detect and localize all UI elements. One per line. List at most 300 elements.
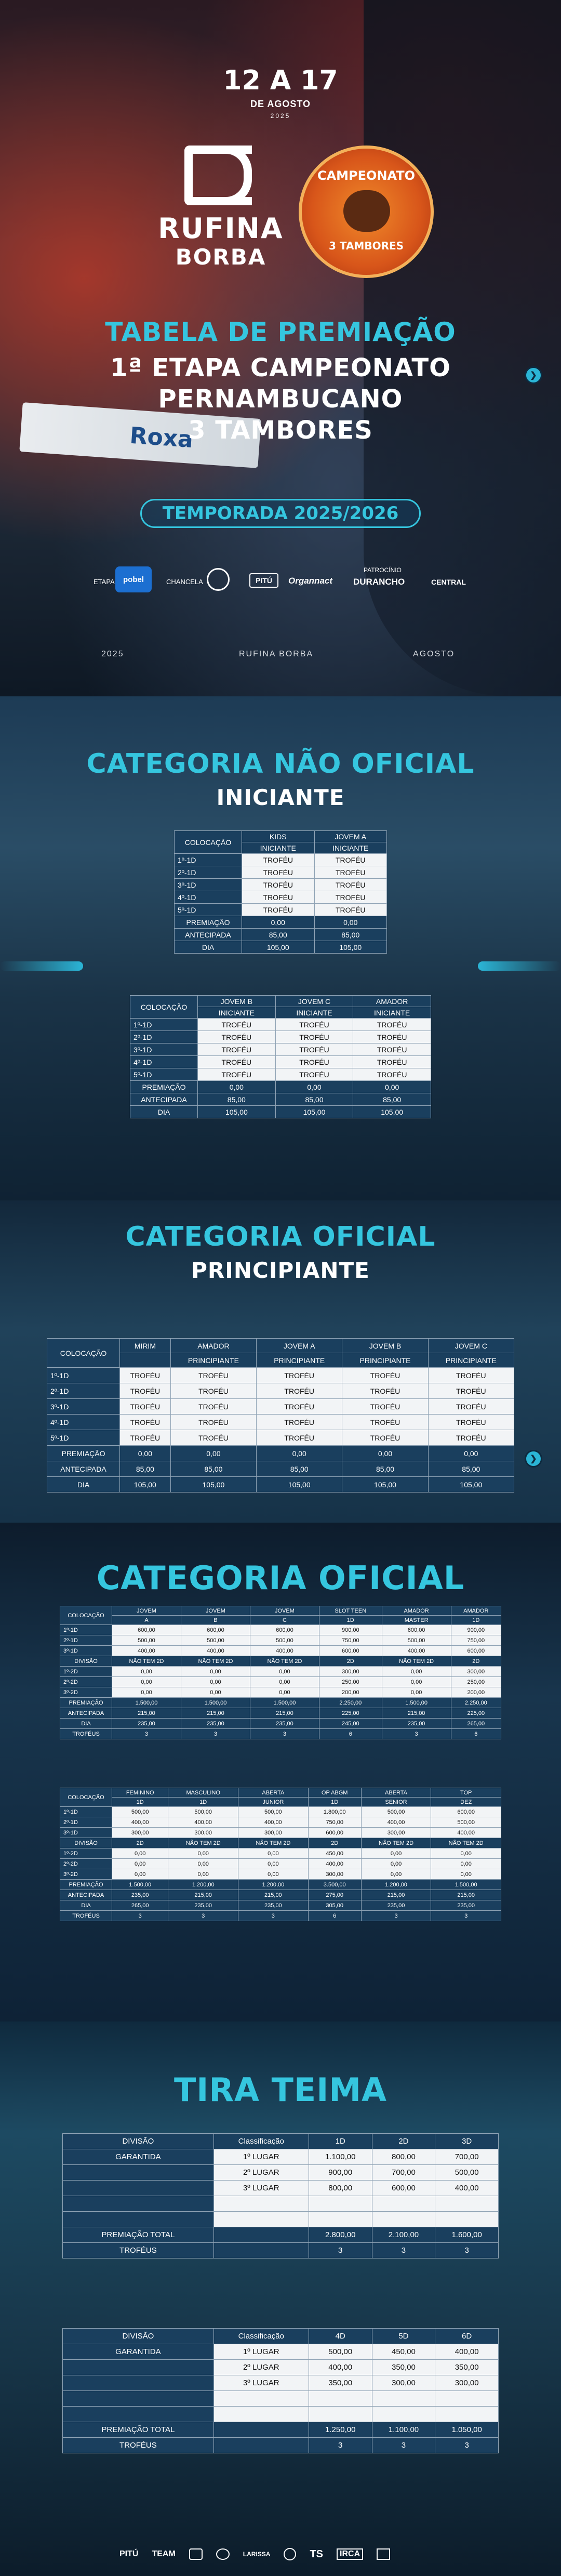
table-cell: 400,00 [435, 2344, 499, 2360]
table-cell: 0,00 [250, 1667, 319, 1677]
header-subcategory: PRINCIPIANTE [342, 1353, 428, 1368]
table-cell: 300,00 [238, 1828, 309, 1838]
table-cell: 85,00 [342, 1461, 428, 1477]
sponsor-central: CENTRAL [431, 578, 466, 586]
table-cell: 0,00 [428, 1446, 514, 1461]
row-label: PREMIAÇÃO [130, 1081, 198, 1093]
table-cell: 6 [451, 1729, 501, 1739]
header-subcategory: 1D [168, 1798, 238, 1807]
table-cell: 700,00 [372, 2165, 435, 2181]
header-colocacao: COLOCAÇÃO [175, 831, 242, 854]
table-cell: TROFÉU [120, 1399, 171, 1415]
table-cell: 600,00 [308, 1828, 361, 1838]
table-cell: 0,00 [257, 1446, 342, 1461]
table-cell: 3 [382, 1729, 451, 1739]
table-cell: 105,00 [242, 941, 315, 954]
table-cell: 215,00 [181, 1708, 250, 1719]
table-cell: 400,00 [382, 1646, 451, 1656]
table-cell: 1º LUGAR [213, 2149, 309, 2165]
row-label: DIA [47, 1477, 120, 1492]
table-cell: 1.200,00 [168, 1880, 238, 1890]
table-cell: 1.500,00 [181, 1698, 250, 1708]
table-cell: NÃO TEM 2D [238, 1838, 309, 1848]
table-cell: 0,00 [168, 1869, 238, 1880]
event-month: DE AGOSTO [250, 99, 311, 109]
table-cell: 235,00 [238, 1900, 309, 1911]
table-cell: 235,00 [168, 1900, 238, 1911]
table-cell: 400,00 [238, 1817, 309, 1828]
section-tira-teima [0, 2022, 561, 2576]
table-cell: 600,00 [112, 1625, 181, 1635]
table-cell [213, 2391, 309, 2407]
table-cell: 300,00 [372, 2375, 435, 2391]
header-subcategory: 1D [451, 1616, 501, 1625]
header-subcategory: 1D [319, 1616, 382, 1625]
table-cell: 2º LUGAR [213, 2165, 309, 2181]
s1-title: CATEGORIA NÃO OFICIAL [86, 748, 475, 780]
table-cell: TROFÉU [170, 1399, 256, 1415]
header-category: OP ABGM [308, 1788, 361, 1798]
hero-section [0, 0, 561, 696]
table-cell: 300,00 [319, 1667, 382, 1677]
table-cell: 225,00 [451, 1708, 501, 1719]
row-label: 2º-1D [47, 1383, 120, 1399]
table-cell: TROFÉU [198, 1043, 276, 1056]
table-cell: 275,00 [308, 1890, 361, 1900]
s1-table-kids-jovema [174, 830, 387, 954]
division-cell: GARANTIDA [63, 2149, 214, 2165]
table-cell: TROFÉU [198, 1031, 276, 1043]
footer-year: 2025 [101, 650, 124, 658]
table-cell: 300,00 [112, 1828, 168, 1838]
table-cell: 6 [319, 1729, 382, 1739]
table-cell: 265,00 [451, 1719, 501, 1729]
chevron-right-icon: ❯ [530, 371, 537, 380]
table-cell: TROFÉU [242, 904, 315, 916]
header-category: JOVEM A [314, 831, 387, 842]
footer-sponsor-8: IRCA [337, 2548, 363, 2560]
table-cell: 0,00 [382, 1687, 451, 1698]
footer-sponsors [119, 2546, 447, 2562]
table-cell [309, 2196, 372, 2212]
table-cell: 2.100,00 [372, 2227, 435, 2243]
table-cell: 350,00 [309, 2375, 372, 2391]
header-category: AMADOR [451, 1606, 501, 1616]
header-category: FEMININO [112, 1788, 168, 1798]
table-cell: 235,00 [112, 1890, 168, 1900]
table-cell: NÃO TEM 2D [181, 1656, 250, 1667]
table-cell: 500,00 [181, 1635, 250, 1646]
header-subcategory: INICIANTE [198, 1007, 276, 1019]
header-subcategory: 1D [308, 1798, 361, 1807]
row-label: 2º-1D [60, 1635, 112, 1646]
table-cell: 3º LUGAR [213, 2375, 309, 2391]
table-cell: 600,00 [372, 2181, 435, 2196]
table-cell: 250,00 [451, 1677, 501, 1687]
table-cell: 3 [372, 2438, 435, 2453]
header-subcategory: MASTER [382, 1616, 451, 1625]
table-cell: TROFÉU [428, 1415, 514, 1430]
row-label: TROFÉUS [63, 2243, 214, 2258]
table-cell: 3 [250, 1729, 319, 1739]
row-label: 1º-1D [175, 854, 242, 866]
header-category: JOVEM [112, 1606, 181, 1616]
s4-title: TIRA TEIMA [173, 2071, 388, 2109]
table-cell: 400,00 [309, 2360, 372, 2375]
table-cell: 105,00 [314, 941, 387, 954]
table-cell: TROFÉU [242, 866, 315, 879]
row-label: DIA [60, 1719, 112, 1729]
decor-bar-left [0, 961, 83, 971]
table-cell: 400,00 [308, 1859, 361, 1869]
header-cell: 3D [435, 2134, 499, 2149]
sponsor-durancho: DURANCHO [353, 577, 405, 587]
table-cell: 215,00 [382, 1708, 451, 1719]
title-line-2: 1ª ETAPA CAMPEONATO [110, 353, 451, 382]
header-subcategory: PRINCIPIANTE [170, 1353, 256, 1368]
table-cell: 500,00 [250, 1635, 319, 1646]
footer-brand: RUFINA BORBA [239, 650, 314, 658]
division-cell [63, 2165, 214, 2181]
table-cell: 300,00 [451, 1667, 501, 1677]
header-cell: 6D [435, 2329, 499, 2344]
header-subcategory: SENIOR [361, 1798, 431, 1807]
table-cell: NÃO TEM 2D [250, 1656, 319, 1667]
badge-bottom-text: 3 TAMBORES [328, 240, 404, 252]
table-cell: 1.200,00 [238, 1880, 309, 1890]
footer-sponsor-5: LARISSA [243, 2551, 271, 2558]
table-cell: 3 [238, 1911, 309, 1921]
header-colocacao: COLOCAÇÃO [60, 1606, 112, 1625]
row-label: 3º-2D [60, 1687, 112, 1698]
table-cell: TROFÉU [314, 891, 387, 904]
row-label: DIVISÃO [60, 1656, 112, 1667]
division-cell [63, 2391, 214, 2407]
table-cell: 225,00 [319, 1708, 382, 1719]
table-cell: 500,00 [309, 2344, 372, 2360]
banner-text: Roxa [129, 422, 194, 454]
table-cell: 350,00 [435, 2360, 499, 2375]
table-cell: 3 [168, 1911, 238, 1921]
header-cell: Classificação [213, 2329, 309, 2344]
table-cell: 1.800,00 [308, 1807, 361, 1817]
table-cell [309, 2212, 372, 2227]
table-cell: 500,00 [431, 1817, 501, 1828]
table-cell: 900,00 [319, 1625, 382, 1635]
row-label: 4º-1D [175, 891, 242, 904]
header-cell: 2D [372, 2134, 435, 2149]
table-cell: 0,00 [112, 1687, 181, 1698]
table-cell: 0,00 [170, 1446, 256, 1461]
header-subcategory [120, 1353, 171, 1368]
division-cell [63, 2212, 214, 2227]
table-cell [372, 2391, 435, 2407]
table-cell: 300,00 [168, 1828, 238, 1838]
table-cell: 105,00 [120, 1477, 171, 1492]
row-label: DIA [130, 1106, 198, 1118]
table-cell: 105,00 [198, 1106, 276, 1118]
table-cell: TROFÉU [170, 1383, 256, 1399]
row-label: 1º-2D [60, 1848, 112, 1859]
header-category: ABERTA [238, 1788, 309, 1798]
table-cell: 0,00 [112, 1859, 168, 1869]
table-cell: 0,00 [120, 1446, 171, 1461]
table-cell: 215,00 [431, 1890, 501, 1900]
table-cell: 3º LUGAR [213, 2181, 309, 2196]
table-cell: 400,00 [431, 1828, 501, 1838]
table-cell [213, 2407, 309, 2422]
table-cell: 105,00 [170, 1477, 256, 1492]
table-cell: TROFÉU [314, 854, 387, 866]
table-cell: 0,00 [168, 1859, 238, 1869]
table-cell: TROFÉU [170, 1415, 256, 1430]
row-label: 3º-1D [175, 879, 242, 891]
table-cell: TROFÉU [257, 1368, 342, 1383]
next-arrow-button-2[interactable] [525, 1450, 542, 1468]
table-cell: 2D [319, 1656, 382, 1667]
table-cell: 0,00 [361, 1848, 431, 1859]
row-label: PREMIAÇÃO [175, 916, 242, 929]
title-line-3: PERNAMBUCANO [158, 385, 403, 414]
table-cell: 3 [309, 2438, 372, 2453]
table-cell: 250,00 [319, 1677, 382, 1687]
table-cell: TROFÉU [342, 1430, 428, 1446]
table-cell: 3 [372, 2243, 435, 2258]
table-cell: 1º LUGAR [213, 2344, 309, 2360]
rufina-borba-logo [151, 146, 291, 275]
row-label: DIVISÃO [60, 1838, 112, 1848]
table-cell [435, 2212, 499, 2227]
header-subcategory: INICIANTE [314, 842, 387, 854]
header-category: JOVEM [181, 1606, 250, 1616]
row-label: 1º-1D [60, 1807, 112, 1817]
table-cell: 235,00 [361, 1900, 431, 1911]
header-colocacao: COLOCAÇÃO [60, 1788, 112, 1807]
row-label: DIA [60, 1900, 112, 1911]
division-cell: GARANTIDA [63, 2344, 214, 2360]
row-label: PREMIAÇÃO TOTAL [63, 2422, 214, 2438]
event-year: 2025 [270, 112, 291, 120]
table-cell: TROFÉU [342, 1415, 428, 1430]
table-cell: TROFÉU [170, 1368, 256, 1383]
table-cell [213, 2196, 309, 2212]
next-arrow-button[interactable] [525, 366, 542, 384]
table-cell: TROFÉU [353, 1031, 431, 1043]
table-cell: 85,00 [428, 1461, 514, 1477]
championship-badge [299, 146, 434, 278]
sponsor-organnact: Organnact [288, 576, 333, 586]
table-cell: 215,00 [168, 1890, 238, 1900]
table-cell [435, 2407, 499, 2422]
table-cell: 200,00 [451, 1687, 501, 1698]
row-label: 3º-2D [60, 1869, 112, 1880]
table-cell [213, 2243, 309, 2258]
table-cell: 3 [435, 2438, 499, 2453]
table-cell: NÃO TEM 2D [168, 1838, 238, 1848]
table-cell: NÃO TEM 2D [361, 1838, 431, 1848]
table-cell: 750,00 [319, 1635, 382, 1646]
row-label: 1º-1D [47, 1368, 120, 1383]
table-cell: 85,00 [198, 1093, 276, 1106]
table-cell: 700,00 [435, 2149, 499, 2165]
table-cell: 85,00 [120, 1461, 171, 1477]
table-cell: 85,00 [170, 1461, 256, 1477]
table-cell: 0,00 [314, 916, 387, 929]
table-cell: TROFÉU [428, 1430, 514, 1446]
table-cell: TROFÉU [257, 1430, 342, 1446]
header-category: JOVEM B [198, 996, 276, 1007]
table-cell: 400,00 [250, 1646, 319, 1656]
row-label: 3º-1D [60, 1828, 112, 1838]
s3-table-2 [60, 1788, 501, 1921]
table-cell: 215,00 [361, 1890, 431, 1900]
table-cell: 85,00 [353, 1093, 431, 1106]
table-cell: 350,00 [372, 2360, 435, 2375]
s1-subtitle: INICIANTE [216, 785, 345, 810]
table-cell: 600,00 [181, 1625, 250, 1635]
horse-rider-icon [343, 190, 390, 232]
header-subcategory: B [181, 1616, 250, 1625]
table-cell: 500,00 [112, 1807, 168, 1817]
footer-sponsor-3-icon [189, 2548, 203, 2560]
table-cell: TROFÉU [353, 1019, 431, 1031]
table-cell: TROFÉU [314, 904, 387, 916]
table-cell: 85,00 [242, 929, 315, 941]
table-cell: TROFÉU [275, 1043, 353, 1056]
table-cell: 400,00 [112, 1646, 181, 1656]
table-cell: TROFÉU [353, 1068, 431, 1081]
header-category: AMADOR [353, 996, 431, 1007]
table-cell [435, 2391, 499, 2407]
table-cell: 2D [308, 1838, 361, 1848]
table-cell [213, 2422, 309, 2438]
s4-table-1d-3d [62, 2133, 499, 2258]
table-cell: 305,00 [308, 1900, 361, 1911]
table-cell: 3 [309, 2243, 372, 2258]
row-label: 1º-1D [130, 1019, 198, 1031]
table-cell [372, 2407, 435, 2422]
table-cell: 500,00 [238, 1807, 309, 1817]
table-cell: 105,00 [257, 1477, 342, 1492]
table-cell: TROFÉU [120, 1415, 171, 1430]
table-cell: 0,00 [112, 1677, 181, 1687]
table-cell [309, 2391, 372, 2407]
header-category: KIDS [242, 831, 315, 842]
table-cell: 500,00 [435, 2165, 499, 2181]
header-cell: Classificação [213, 2134, 309, 2149]
table-cell: 0,00 [168, 1848, 238, 1859]
table-cell: 0,00 [361, 1869, 431, 1880]
table-cell: 400,00 [168, 1817, 238, 1828]
table-cell: TROFÉU [275, 1031, 353, 1043]
row-label: 5º-1D [175, 904, 242, 916]
table-cell: 235,00 [382, 1719, 451, 1729]
header-cell: 4D [309, 2329, 372, 2344]
row-label: 1º-1D [60, 1625, 112, 1635]
header-subcategory: C [250, 1616, 319, 1625]
header-category: MASCULINO [168, 1788, 238, 1798]
header-category: TOP [431, 1788, 501, 1798]
table-cell: 600,00 [451, 1646, 501, 1656]
row-label: TROFÉUS [60, 1729, 112, 1739]
row-label: PREMIAÇÃO [60, 1698, 112, 1708]
table-cell: 0,00 [275, 1081, 353, 1093]
header-cell: 1D [309, 2134, 372, 2149]
table-cell: 85,00 [257, 1461, 342, 1477]
table-cell: 0,00 [431, 1848, 501, 1859]
table-cell [435, 2196, 499, 2212]
row-label: 4º-1D [130, 1056, 198, 1068]
table-cell: 235,00 [181, 1719, 250, 1729]
table-cell: 2.800,00 [309, 2227, 372, 2243]
table-cell: 0,00 [353, 1081, 431, 1093]
table-cell: 2.250,00 [319, 1698, 382, 1708]
table-cell: 1.500,00 [112, 1698, 181, 1708]
table-cell: 600,00 [319, 1646, 382, 1656]
sponsor-pitu-logo: PITÚ [249, 573, 278, 588]
decor-bar-right [478, 961, 561, 971]
table-cell: TROFÉU [428, 1399, 514, 1415]
table-cell: 0,00 [198, 1081, 276, 1093]
s2-title: CATEGORIA OFICIAL [125, 1221, 436, 1252]
header-category: SLOT TEEN [319, 1606, 382, 1616]
table-cell: 235,00 [250, 1719, 319, 1729]
table-cell: 450,00 [308, 1848, 361, 1859]
table-cell: 800,00 [372, 2149, 435, 2165]
footer-sponsor-6-icon [284, 2548, 296, 2560]
table-cell [213, 2227, 309, 2243]
header-colocacao: COLOCAÇÃO [47, 1339, 120, 1368]
section-oficial-principiante [0, 1200, 561, 1523]
table-cell: 1.500,00 [431, 1880, 501, 1890]
table-cell: 85,00 [275, 1093, 353, 1106]
table-cell: 0,00 [382, 1667, 451, 1677]
table-cell: 2º LUGAR [213, 2360, 309, 2375]
header-cell: DIVISÃO [63, 2329, 214, 2344]
table-cell: TROFÉU [314, 879, 387, 891]
header-subcategory: A [112, 1616, 181, 1625]
row-label: 3º-1D [130, 1043, 198, 1056]
table-cell: TROFÉU [242, 854, 315, 866]
table-cell: 300,00 [308, 1869, 361, 1880]
row-label: PREMIAÇÃO [60, 1880, 112, 1890]
table-cell: TROFÉU [120, 1368, 171, 1383]
footer-sponsor-9-icon [377, 2548, 390, 2560]
division-cell [63, 2375, 214, 2391]
row-label: 2º-1D [175, 866, 242, 879]
row-label: ANTECIPADA [60, 1890, 112, 1900]
title-line-1: TABELA DE PREMIAÇÃO [105, 317, 456, 347]
row-label: ANTECIPADA [47, 1461, 120, 1477]
table-cell: 105,00 [353, 1106, 431, 1118]
table-cell: 600,00 [250, 1625, 319, 1635]
table-cell: 450,00 [372, 2344, 435, 2360]
table-cell: NÃO TEM 2D [382, 1656, 451, 1667]
table-cell: 0,00 [250, 1677, 319, 1687]
header-subcategory: 1D [112, 1798, 168, 1807]
s2-table-principiante [47, 1338, 514, 1492]
table-cell: TROFÉU [257, 1415, 342, 1430]
table-cell: 600,00 [382, 1625, 451, 1635]
division-cell [63, 2360, 214, 2375]
footer-sponsor-2: TEAM [152, 2549, 176, 2558]
table-cell: 2.250,00 [451, 1698, 501, 1708]
table-cell: 0,00 [181, 1667, 250, 1677]
table-cell: TROFÉU [275, 1019, 353, 1031]
table-cell: 3 [181, 1729, 250, 1739]
table-cell: 0,00 [181, 1687, 250, 1698]
header-cell: DIVISÃO [63, 2134, 214, 2149]
